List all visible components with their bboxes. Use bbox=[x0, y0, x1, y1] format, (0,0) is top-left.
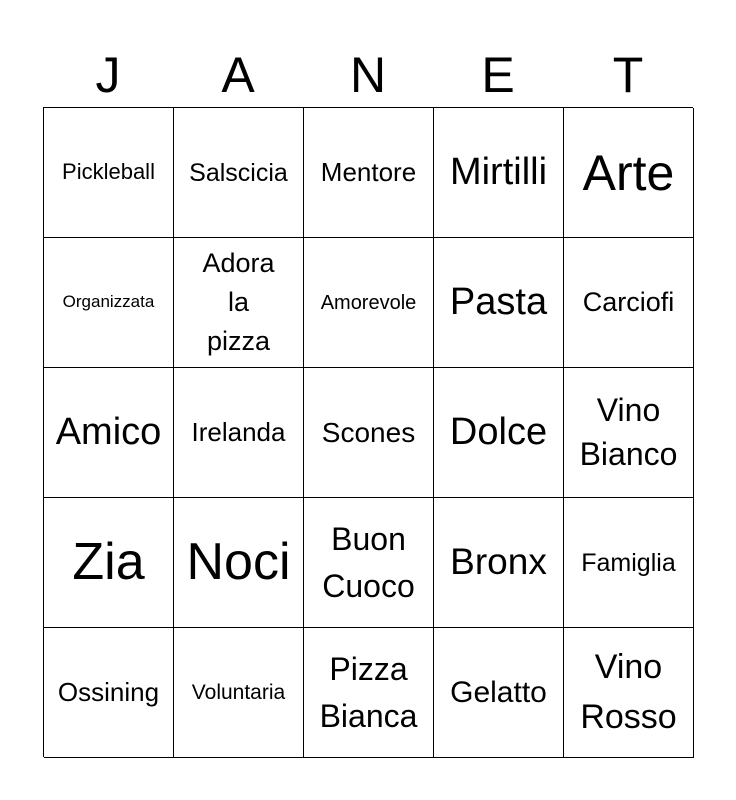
header-letter-n: N bbox=[349, 47, 387, 103]
header-letter-e: E bbox=[481, 47, 515, 103]
header-letter-a: A bbox=[221, 47, 255, 103]
bingo-cell[interactable] bbox=[304, 628, 434, 758]
cell-text: Amorevole bbox=[320, 291, 417, 314]
bingo-cell[interactable] bbox=[174, 368, 304, 498]
bingo-cell[interactable] bbox=[564, 628, 694, 758]
bingo-cell[interactable] bbox=[434, 498, 564, 628]
bingo-card-grid bbox=[43, 107, 693, 757]
bingo-cell[interactable] bbox=[174, 238, 304, 368]
bingo-cell[interactable] bbox=[44, 238, 174, 368]
cell-text: Amico bbox=[55, 410, 162, 453]
bingo-cell[interactable] bbox=[174, 108, 304, 238]
bingo-cell[interactable] bbox=[44, 108, 174, 238]
cell-text: Ossining bbox=[57, 676, 160, 707]
cell-text: Zia bbox=[72, 533, 145, 592]
bingo-cell[interactable] bbox=[564, 498, 694, 628]
cell-text: Adora la pizza bbox=[202, 248, 275, 356]
bingo-cell[interactable] bbox=[434, 238, 564, 368]
bingo-cell[interactable] bbox=[304, 108, 434, 238]
header-letter-t: T bbox=[612, 47, 644, 103]
cell-text: Mentore bbox=[320, 156, 417, 187]
cell-text: Scones bbox=[321, 416, 416, 448]
bingo-cell[interactable] bbox=[44, 628, 174, 758]
cell-text: Irelanda bbox=[191, 416, 286, 447]
cell-text: Bronx bbox=[450, 541, 547, 583]
bingo-cell[interactable] bbox=[434, 628, 564, 758]
bingo-cell[interactable] bbox=[564, 238, 694, 368]
bingo-cell[interactable] bbox=[304, 498, 434, 628]
header-letter-j: J bbox=[95, 47, 121, 103]
bingo-cell[interactable] bbox=[304, 368, 434, 498]
cell-text: Dolce bbox=[449, 410, 548, 453]
cell-text: Vino Rosso bbox=[580, 648, 677, 736]
cell-text: Famiglia bbox=[581, 548, 676, 577]
bingo-cell[interactable] bbox=[304, 238, 434, 368]
bingo-cell[interactable] bbox=[44, 498, 174, 628]
bingo-cell[interactable] bbox=[564, 368, 694, 498]
bingo-cell[interactable] bbox=[174, 628, 304, 758]
bingo-cell[interactable] bbox=[434, 368, 564, 498]
cell-text: Salscicia bbox=[189, 158, 288, 187]
cell-text: Mirtilli bbox=[449, 150, 548, 193]
cell-text: Buon Cuoco bbox=[322, 521, 415, 604]
cell-text: Pasta bbox=[449, 280, 548, 323]
cell-text: Noci bbox=[186, 533, 291, 592]
bingo-cell[interactable] bbox=[564, 108, 694, 238]
cell-text: Pizza Bianca bbox=[319, 651, 418, 734]
bingo-cell[interactable] bbox=[44, 368, 174, 498]
cell-text: Pickleball bbox=[62, 159, 155, 185]
cell-text: Carciofi bbox=[582, 287, 675, 318]
bingo-header bbox=[43, 44, 693, 106]
cell-text: Voluntaria bbox=[191, 680, 286, 704]
bingo-cell[interactable] bbox=[174, 498, 304, 628]
cell-text: Organizzata bbox=[62, 292, 155, 312]
cell-text: Vino Bianco bbox=[579, 392, 678, 472]
cell-text: Gelatto bbox=[450, 675, 547, 709]
bingo-cell[interactable] bbox=[434, 108, 564, 238]
cell-text: Arte bbox=[582, 144, 675, 201]
